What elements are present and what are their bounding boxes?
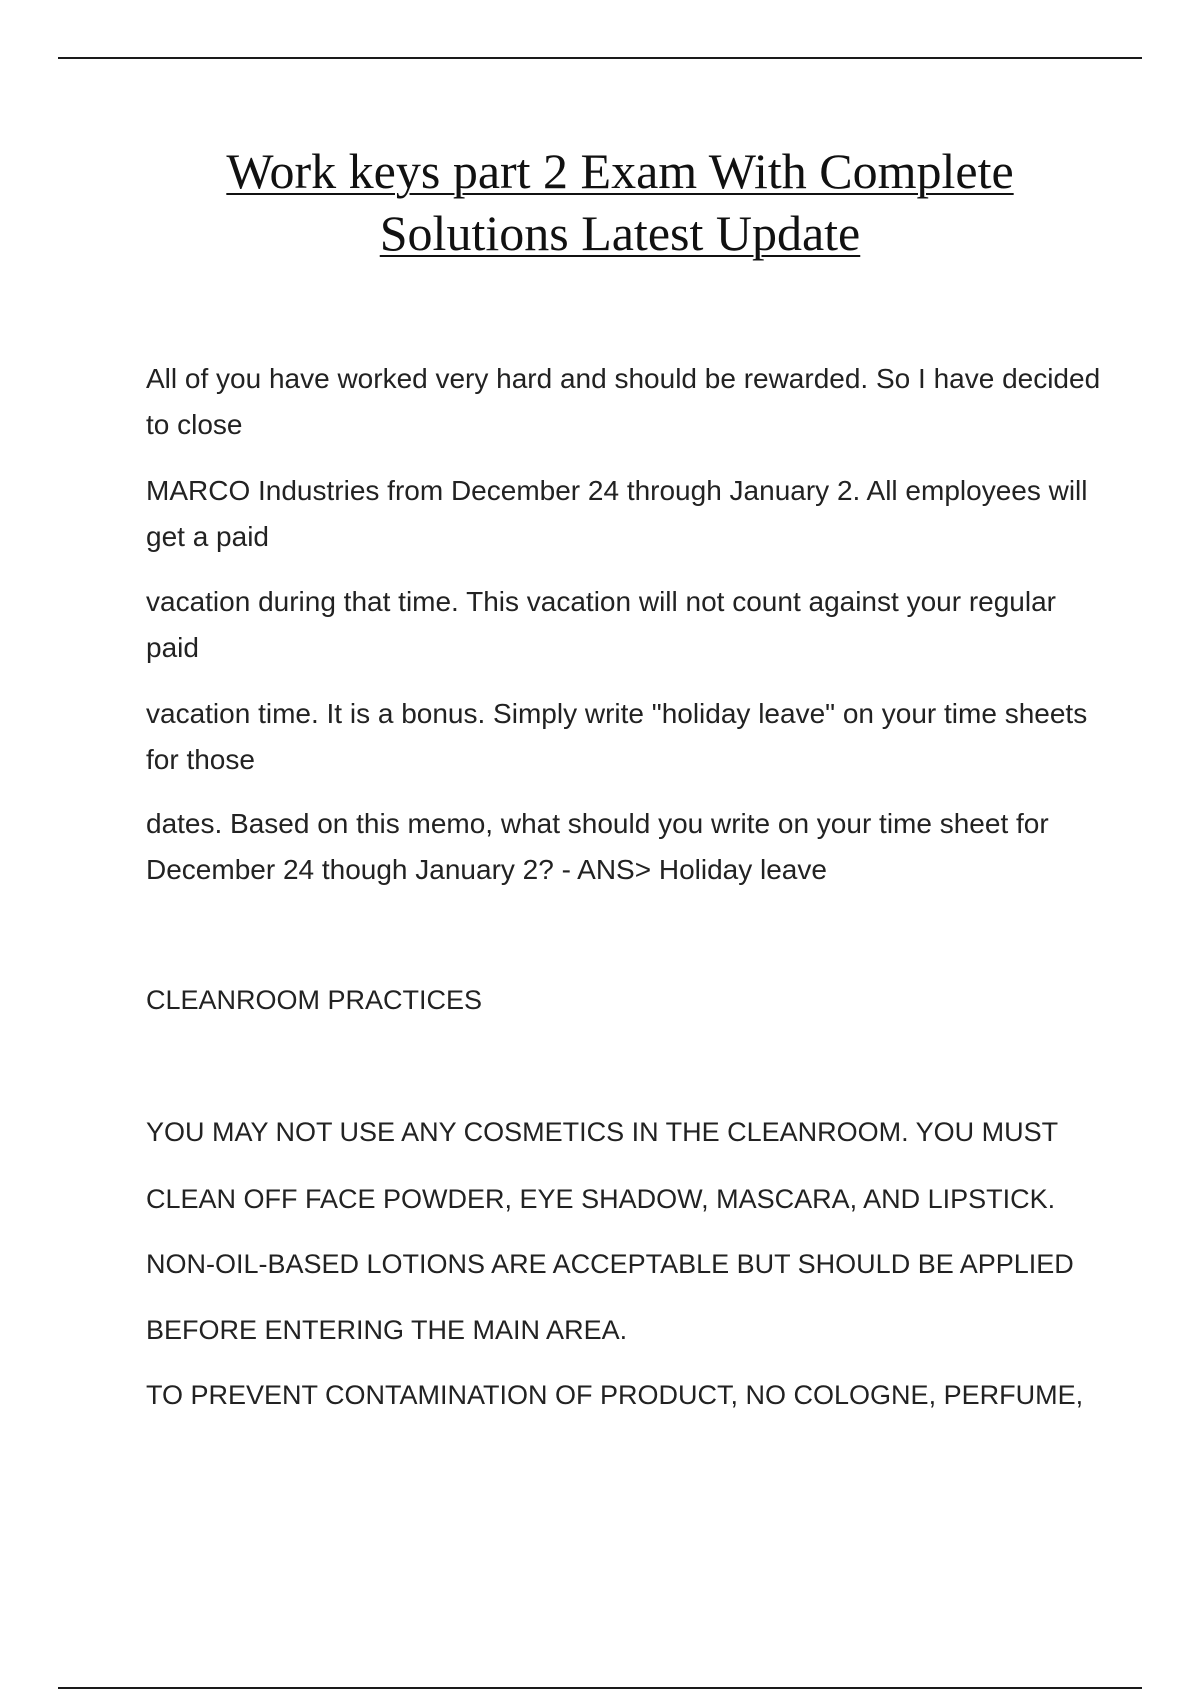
memo-paragraph-3: vacation during that time. This vacation will not count against your regular paid [146, 586, 1056, 663]
cleanroom-line-5: TO PREVENT CONTAMINATION OF PRODUCT, NO COLOGNE, PERFUME, [146, 1380, 1084, 1410]
document-title [100, 140, 1140, 264]
cleanroom-line-3: NON-OIL-BASED LOTIONS ARE ACCEPTABLE BUT SHOULD BE APPLIED [146, 1249, 1074, 1279]
top-rule [58, 57, 1142, 59]
bottom-rule [58, 1687, 1142, 1689]
title-line-2: Solutions Latest Update [379, 205, 861, 261]
memo-paragraph-1: All of you have worked very hard and should be rewarded. So I have decided to close [146, 363, 1101, 440]
section-heading: CLEANROOM PRACTICES [146, 985, 483, 1015]
cleanroom-line-1: YOU MAY NOT USE ANY COSMETICS IN THE CLEANROOM. YOU MUST [146, 1117, 1059, 1147]
memo-paragraph-2: MARCO Industries from December 24 through January 2. All employees will get a paid [146, 475, 1088, 552]
cleanroom-line-4: BEFORE ENTERING THE MAIN AREA. [146, 1315, 628, 1345]
memo-paragraph-4: vacation time. It is a bonus. Simply write "holiday leave" on your time sheets for those [146, 698, 1088, 775]
memo-paragraph-5: dates. Based on this memo, what should you write on your time sheet for December 24 though January 2? - ANS> Holiday leave [146, 808, 1049, 885]
cleanroom-line-2: CLEAN OFF FACE POWDER, EYE SHADOW, MASCARA, AND LIPSTICK. [146, 1184, 1056, 1214]
title-line-1: Work keys part 2 Exam With Complete [226, 143, 1014, 199]
